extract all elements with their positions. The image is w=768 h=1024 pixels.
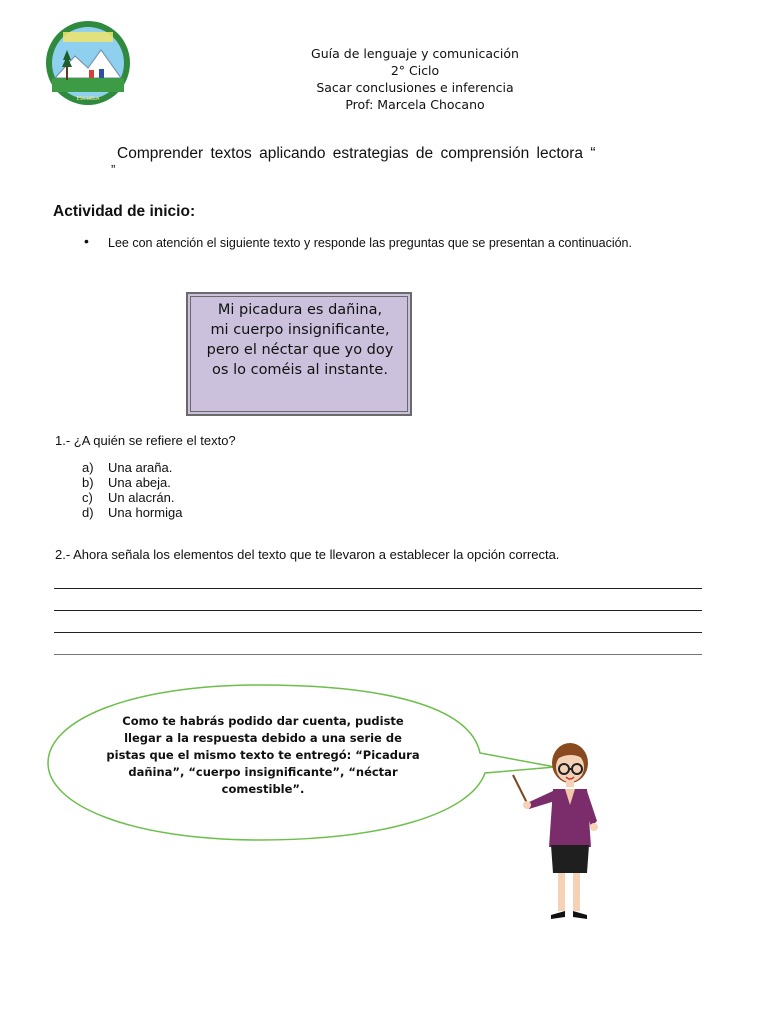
- header-cycle: 2° Ciclo: [390, 63, 440, 78]
- school-logo: [45, 20, 131, 106]
- option-text: Una hormiga: [108, 505, 183, 520]
- objective-closing-quote: ”: [111, 162, 116, 177]
- poem-line: pero el néctar que yo doy: [206, 342, 394, 358]
- svg-text:ESCUELA: ESCUELA: [76, 96, 100, 102]
- guide-header: [290, 45, 540, 113]
- option-letter: d): [82, 505, 94, 520]
- question-2: 2.- Ahora señala los elementos del texto que te llevaron a establecer la opción correcta.: [55, 547, 560, 562]
- header-subject: Guía de lenguaje y comunicación: [311, 46, 519, 61]
- poem-text: [186, 300, 414, 380]
- option-text: Un alacrán.: [108, 490, 175, 505]
- option-d[interactable]: [82, 505, 182, 520]
- answer-line[interactable]: [54, 632, 702, 633]
- option-letter: b): [82, 475, 94, 490]
- teacher-illustration: [505, 735, 615, 925]
- option-c[interactable]: [82, 490, 182, 505]
- question-1: 1.- ¿A quién se refiere el texto?: [55, 433, 236, 448]
- poem-line: os lo coméis al instante.: [212, 362, 388, 378]
- activity-title: Actividad de inicio:: [53, 203, 196, 220]
- objective-text: Comprender textos aplicando estrategias de comprensión lectora “: [117, 145, 596, 162]
- option-b[interactable]: [82, 475, 182, 490]
- header-teacher: Prof: Marcela Chocano: [345, 97, 485, 112]
- option-text: Una abeja.: [108, 475, 171, 490]
- poem-line: mi cuerpo insignificante,: [210, 322, 390, 338]
- bullet-icon: •: [84, 233, 89, 249]
- answer-line[interactable]: [54, 588, 702, 589]
- answer-line[interactable]: [54, 654, 702, 655]
- poem-line: Mi picadura es dañina,: [217, 302, 383, 318]
- header-topic: Sacar conclusiones e inferencia: [316, 80, 514, 95]
- option-a[interactable]: [82, 460, 182, 475]
- speech-bubble-text: Como te habrás podido dar cuenta, pudiste llegar a la respuesta debido a una serie de pistas que el mismo texto te entregó: “Picadura dañina”, “cuerpo insignificante”, “néctar comestible”.: [106, 714, 420, 796]
- option-letter: c): [82, 490, 93, 505]
- answer-line[interactable]: [54, 610, 702, 611]
- option-text: Una araña.: [108, 460, 173, 475]
- question-1-options: [82, 460, 182, 520]
- activity-instruction: Lee con atención el siguiente texto y responde las preguntas que se presentan a continuación.: [108, 236, 632, 250]
- option-letter: a): [82, 460, 94, 475]
